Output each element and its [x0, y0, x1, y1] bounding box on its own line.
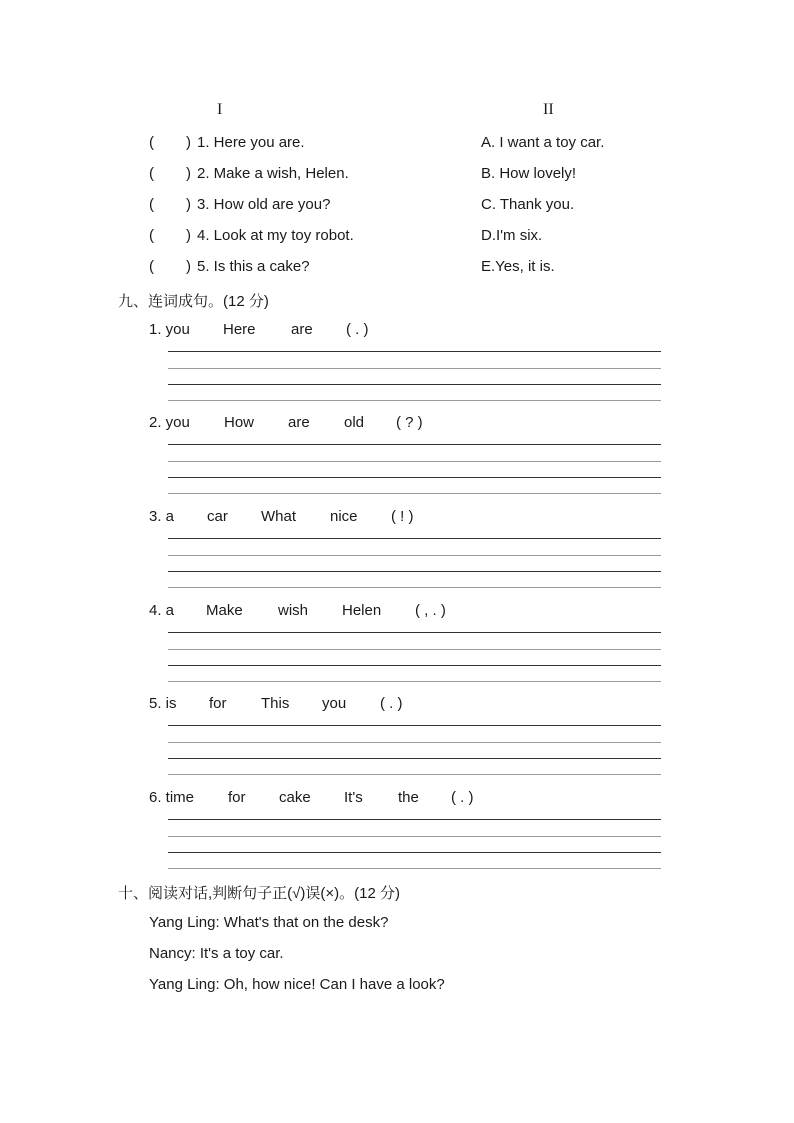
word-tile: you — [322, 695, 347, 712]
punctuation-hint: ( ! ) — [391, 508, 414, 525]
answer-blank-close: ) — [186, 258, 191, 275]
sentence-task-4 — [149, 602, 669, 624]
match-answer: C. Thank you. — [481, 196, 575, 213]
match-row — [0, 196, 794, 218]
dialog-line: Nancy: It's a toy car. — [149, 945, 284, 962]
word-tile: 4. a — [149, 602, 175, 619]
match-answer: E.Yes, it is. — [481, 258, 555, 275]
match-row — [0, 258, 794, 280]
answer-blank-open[interactable]: ( — [149, 196, 154, 213]
match-question: 5. Is this a cake? — [197, 258, 310, 275]
sentence-task-5 — [149, 695, 669, 717]
answer-blank-close: ) — [186, 165, 191, 182]
match-row — [0, 165, 794, 187]
sentence-task-6 — [149, 789, 669, 811]
word-tile: 3. a — [149, 508, 175, 525]
match-answer: D.I'm six. — [481, 227, 543, 244]
punctuation-hint: ( . ) — [380, 695, 403, 712]
word-tile: nice — [330, 508, 358, 525]
answer-blank-open[interactable]: ( — [149, 134, 154, 151]
word-tile: are — [291, 321, 313, 338]
word-tile: for — [209, 695, 227, 712]
match-answer: A. I want a toy car. — [481, 134, 605, 151]
word-tile: 2. you — [149, 414, 190, 431]
match-question: 1. Here you are. — [197, 134, 305, 151]
punctuation-hint: ( . ) — [346, 321, 369, 338]
word-tile: old — [344, 414, 365, 431]
dialog-line: Yang Ling: Oh, how nice! Can I have a look? — [149, 976, 445, 993]
match-answer: B. How lovely! — [481, 165, 577, 182]
answer-blank-close: ) — [186, 196, 191, 213]
word-tile: 5. is — [149, 695, 177, 712]
answer-blank-open[interactable]: ( — [149, 227, 154, 244]
word-tile: It's — [344, 789, 363, 806]
dialog-line: Yang Ling: What's that on the desk? — [149, 914, 389, 931]
column-header-ii: II — [543, 101, 554, 118]
answer-blank-close: ) — [186, 227, 191, 244]
punctuation-hint: ( . ) — [451, 789, 474, 806]
match-question: 4. Look at my toy robot. — [197, 227, 354, 244]
sentence-task-3 — [149, 508, 669, 530]
sentence-task-2 — [149, 414, 669, 436]
word-tile: are — [288, 414, 310, 431]
answer-blank-open[interactable]: ( — [149, 165, 154, 182]
word-tile: the — [398, 789, 419, 806]
word-tile: Helen — [342, 602, 382, 619]
punctuation-hint: ( ? ) — [396, 414, 423, 431]
section-10-title: 十、阅读对话,判断句子正(√)误(×)。(12 分) — [118, 885, 400, 902]
word-tile: for — [228, 789, 246, 806]
column-header-i: I — [217, 101, 223, 118]
match-question: 3. How old are you? — [197, 196, 331, 213]
word-tile: Here — [223, 321, 256, 338]
word-tile: cake — [279, 789, 311, 806]
sentence-task-1 — [149, 321, 669, 343]
word-tile: 1. you — [149, 321, 190, 338]
word-tile: car — [207, 508, 228, 525]
match-question: 2. Make a wish, Helen. — [197, 165, 349, 182]
word-tile: This — [261, 695, 290, 712]
punctuation-hint: ( , . ) — [415, 602, 446, 619]
word-tile: What — [261, 508, 297, 525]
word-tile: Make — [206, 602, 243, 619]
word-tile: 6. time — [149, 789, 195, 806]
word-tile: wish — [278, 602, 309, 619]
section-9-title: 九、连词成句。(12 分) — [118, 293, 269, 310]
match-row — [0, 134, 794, 156]
answer-blank-close: ) — [186, 134, 191, 151]
answer-blank-open[interactable]: ( — [149, 258, 154, 275]
match-row — [0, 227, 794, 249]
word-tile: How — [224, 414, 255, 431]
